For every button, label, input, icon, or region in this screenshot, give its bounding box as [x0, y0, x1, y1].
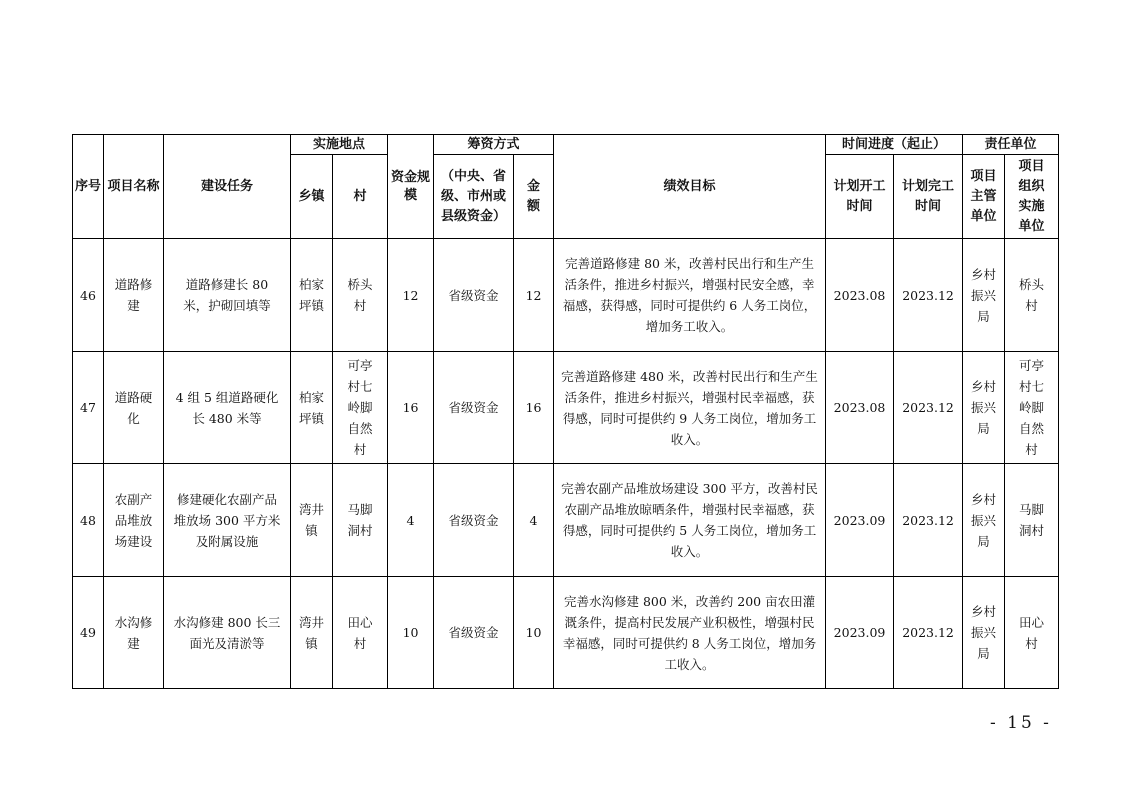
cell-fund-scale: 16	[388, 352, 434, 464]
cell-performance-goal: 完善道路修建 480 米，改善村民出行和生产生活条件，推进乡村振兴，增强村民幸福感，获得感，同时可提供约 9 人务工岗位，增加务工收入。	[554, 352, 826, 464]
cell-amount: 16	[514, 352, 554, 464]
header-town: 乡镇	[291, 155, 333, 239]
table-row	[73, 239, 1059, 352]
cell-amount: 10	[514, 577, 554, 689]
cell-fund-scale: 12	[388, 239, 434, 352]
project-table	[72, 134, 1059, 689]
header-performance-goal: 绩效目标	[554, 135, 826, 239]
cell-fund-source: 省级资金	[434, 239, 514, 352]
cell-supervisor: 乡村振兴局	[963, 239, 1005, 352]
cell-start-time: 2023.08	[826, 239, 894, 352]
cell-seq: 48	[73, 464, 104, 577]
table-row	[73, 464, 1059, 577]
table-body	[73, 239, 1059, 689]
header-fund-scale: 资金规模	[388, 135, 434, 239]
cell-start-time: 2023.09	[826, 577, 894, 689]
header-implementer: 项目组织实施单位	[1005, 155, 1059, 239]
cell-supervisor: 乡村振兴局	[963, 464, 1005, 577]
cell-start-time: 2023.09	[826, 464, 894, 577]
cell-fund-scale: 4	[388, 464, 434, 577]
cell-performance-goal: 完善水沟修建 800 米，改善约 200 亩农田灌溉条件，提高村民发展产业积极性，增强村民幸福感，同时可提供约 8 人务工岗位，增加务工收入。	[554, 577, 826, 689]
header-seq: 序号	[73, 135, 104, 239]
cell-fund-source: 省级资金	[434, 352, 514, 464]
header-schedule: 时间进度（起止）	[826, 135, 963, 155]
header-funding-method: 筹资方式	[434, 135, 554, 155]
cell-project-name: 水沟修建	[104, 577, 164, 689]
cell-task: 水沟修建 800 长三面光及清淤等	[164, 577, 291, 689]
cell-start-time: 2023.08	[826, 352, 894, 464]
cell-implementer: 可亭村七岭脚自然村	[1005, 352, 1059, 464]
table-header	[73, 135, 1059, 239]
header-responsibility: 责任单位	[963, 135, 1059, 155]
cell-task: 道路修建长 80 米，护砌回填等	[164, 239, 291, 352]
cell-end-time: 2023.12	[894, 352, 963, 464]
cell-village: 可亭村七岭脚自然村	[333, 352, 388, 464]
cell-amount: 4	[514, 464, 554, 577]
cell-seq: 49	[73, 577, 104, 689]
table-row	[73, 352, 1059, 464]
header-row-top	[73, 135, 1059, 155]
cell-implementer: 马脚洞村	[1005, 464, 1059, 577]
cell-project-name: 道路修建	[104, 239, 164, 352]
page-number: - 15 -	[990, 713, 1052, 733]
cell-town: 湾井镇	[291, 464, 333, 577]
cell-amount: 12	[514, 239, 554, 352]
cell-supervisor: 乡村振兴局	[963, 352, 1005, 464]
cell-task: 4 组 5 组道路硬化长 480 米等	[164, 352, 291, 464]
cell-end-time: 2023.12	[894, 464, 963, 577]
cell-project-name: 道路硬化	[104, 352, 164, 464]
header-supervisor: 项目主管单位	[963, 155, 1005, 239]
cell-village: 田心村	[333, 577, 388, 689]
cell-seq: 46	[73, 239, 104, 352]
cell-performance-goal: 完善农副产品堆放场建设 300 平方，改善村民农副产品堆放晾晒条件，增强村民幸福感，获得感，同时可提供约 5 人务工岗位，增加务工收入。	[554, 464, 826, 577]
cell-town: 湾井镇	[291, 577, 333, 689]
cell-fund-source: 省级资金	[434, 577, 514, 689]
cell-end-time: 2023.12	[894, 577, 963, 689]
cell-village: 桥头村	[333, 239, 388, 352]
cell-implementer: 田心村	[1005, 577, 1059, 689]
cell-performance-goal: 完善道路修建 80 米，改善村民出行和生产生活条件，推进乡村振兴，增强村民安全感，幸福感，获得感，同时可提供约 6 人务工岗位，增加务工收入。	[554, 239, 826, 352]
header-task: 建设任务	[164, 135, 291, 239]
cell-implementer: 桥头村	[1005, 239, 1059, 352]
cell-fund-scale: 10	[388, 577, 434, 689]
cell-town: 柏家坪镇	[291, 239, 333, 352]
header-project-name: 项目名称	[104, 135, 164, 239]
header-fund-source: （中央、省级、市州或县级资金）	[434, 155, 514, 239]
header-location: 实施地点	[291, 135, 388, 155]
header-start-time: 计划开工时间	[826, 155, 894, 239]
cell-end-time: 2023.12	[894, 239, 963, 352]
cell-fund-source: 省级资金	[434, 464, 514, 577]
cell-project-name: 农副产品堆放场建设	[104, 464, 164, 577]
header-amount: 金额	[514, 155, 554, 239]
cell-seq: 47	[73, 352, 104, 464]
cell-supervisor: 乡村振兴局	[963, 577, 1005, 689]
cell-village: 马脚洞村	[333, 464, 388, 577]
cell-task: 修建硬化农副产品堆放场 300 平方米及附属设施	[164, 464, 291, 577]
header-end-time: 计划完工时间	[894, 155, 963, 239]
header-village: 村	[333, 155, 388, 239]
table-row	[73, 577, 1059, 689]
cell-town: 柏家坪镇	[291, 352, 333, 464]
